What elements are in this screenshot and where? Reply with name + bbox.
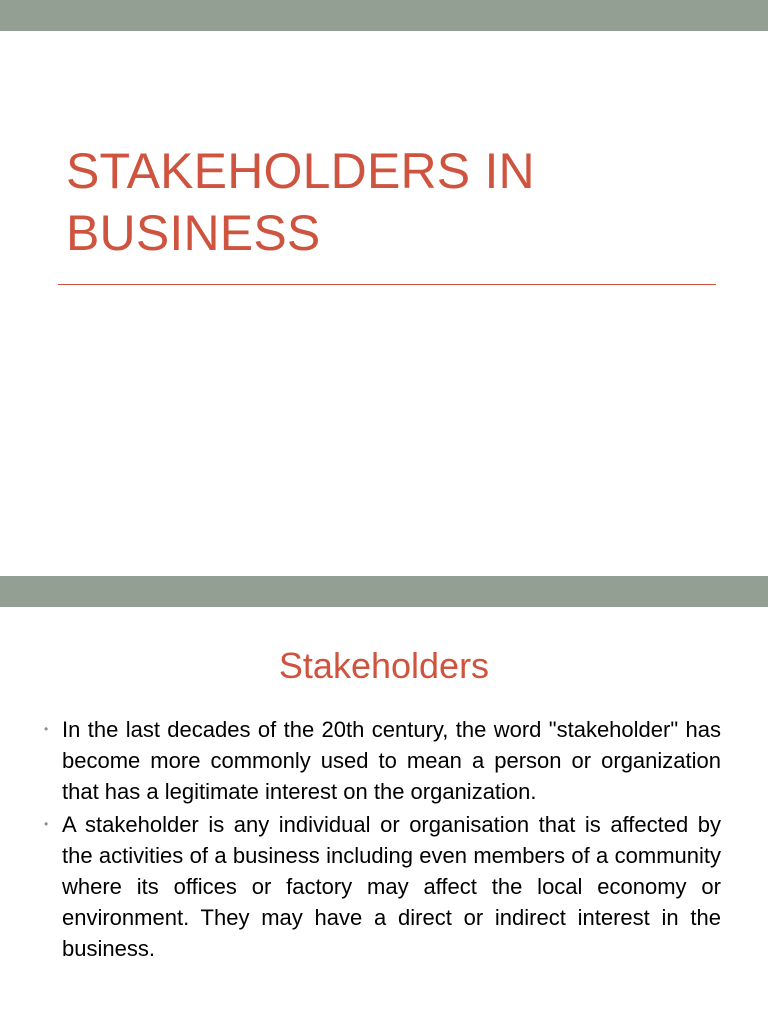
slide-header-band [0,0,768,31]
slide-stakeholders [0,576,768,1024]
slide-header-band [0,576,768,607]
title-line-2: BUSINESS [66,205,321,261]
slide-title-text [66,140,706,264]
bullet-icon: • [44,722,49,736]
bullet-text: A stakeholder is any individual or organisation that is affected by the activities of a business including even members of a community where its offices or factory may affect the local economy or environment. They may have a direct or indirect interest in the business. [62,812,721,961]
slide-heading: Stakeholders [278,645,490,686]
bullet-icon: • [44,817,49,831]
title-divider-line [58,284,716,285]
bullet-list [40,714,721,966]
bullet-item [40,714,721,807]
bullet-item [40,809,721,964]
title-line-1: STAKEHOLDERS IN [66,143,535,199]
bullet-text: In the last decades of the 20th century, the word "stakeholder" has become more commonly used to mean a person or organization that has a legitimate interest on the organization. [62,717,721,804]
